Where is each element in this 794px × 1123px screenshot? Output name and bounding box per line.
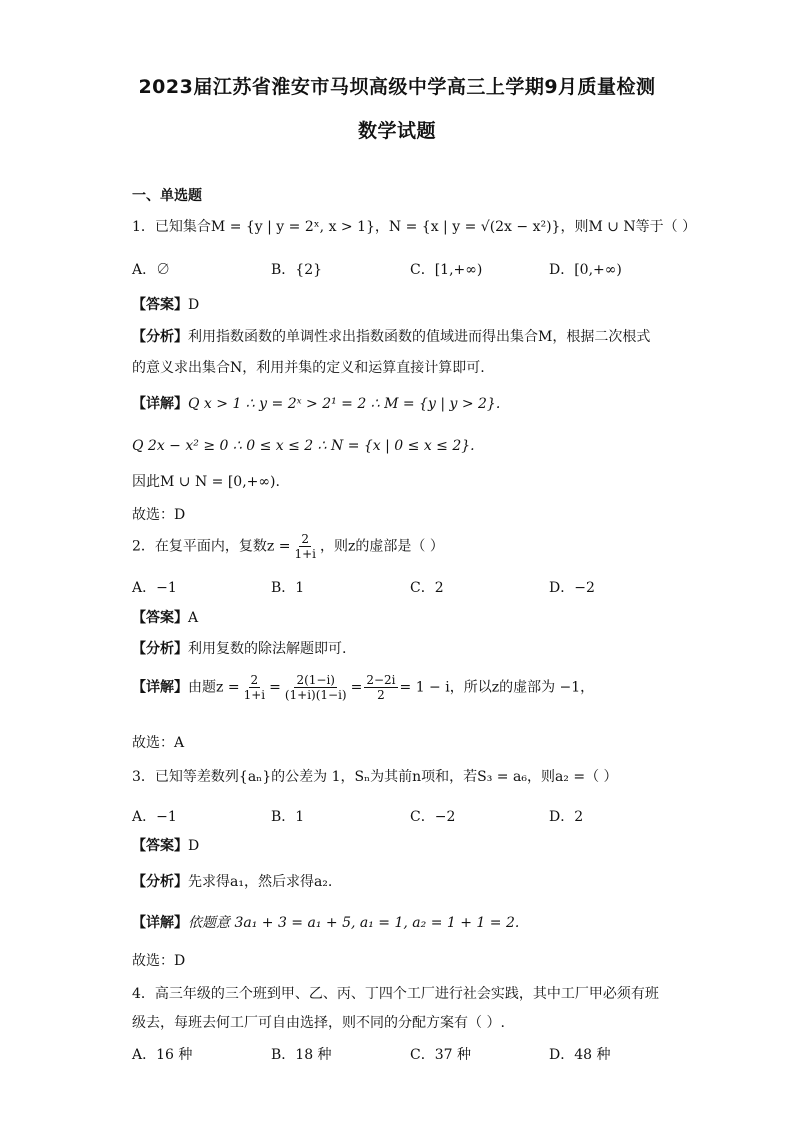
- fraction-numerator: 2−2i: [366, 673, 396, 687]
- answer-tag: 【答案】: [132, 610, 188, 626]
- detail-pre: 由题z =: [188, 679, 240, 696]
- q4-option-c: C．37 种: [410, 1047, 471, 1063]
- q3-option-c: C．−2: [410, 809, 456, 825]
- q4-option-b: B．18 种: [271, 1047, 332, 1063]
- fraction-denominator: (1+i)(1−i): [284, 688, 347, 702]
- analysis-text: 利用复数的除法解题即可.: [188, 641, 347, 657]
- q1-detail: [132, 394, 500, 414]
- q2-detail: 【详解】由题z = $\frac{2}{1+i}$ = $\frac{2(1-i)}{(1+i)(1-i)}$ = $\frac{2-2i}{2}$ = 1 − i，所以z的虚部为 −1，: [132, 673, 595, 702]
- q2-analysis: [132, 639, 346, 659]
- q1-detail-line3: 因此M ∪ N = [0,+∞).: [132, 474, 280, 490]
- document-subtitle: 数学试题: [357, 120, 436, 142]
- q3-option-d: D．2: [549, 809, 584, 825]
- q4-stem: 4．高三年级的三个班到甲、乙、丙、丁四个工厂进行社会实践，其中工厂甲必须有班: [132, 986, 659, 1002]
- detail-text: Q x > 1 ∴ y = 2ˣ > 2¹ = 2 ∴ M = {y | y > 2}.: [188, 396, 501, 412]
- answer-value: D: [188, 838, 200, 854]
- fraction-numerator: 2: [250, 673, 259, 687]
- q1-answer: [132, 295, 199, 315]
- q3-stem: 3．已知等差数列{aₙ}的公差为 1，Sₙ为其前n项和，若S₃ = a₆，则a₂ =（ ）: [132, 769, 618, 785]
- q3-option-a: A．−1: [132, 809, 177, 825]
- detail-tag: 【详解】: [132, 396, 188, 412]
- q2-stem: [132, 532, 444, 561]
- q3-answer: [132, 836, 199, 856]
- q2-option-d: D．−2: [549, 580, 595, 596]
- analysis-text: 利用指数函数的单调性求出指数函数的值域进而得出集合M，根据二次根式: [188, 329, 651, 345]
- detail-tag: 【详解】: [132, 915, 188, 931]
- q1-analysis-cont: 的意义求出集合N，利用并集的定义和运算直接计算即可.: [132, 360, 485, 376]
- detail-post: = 1 − i，所以z的虚部为 −1，: [399, 679, 595, 696]
- q2-choose: 故选：A: [132, 735, 185, 751]
- fraction-denominator: 1+i: [243, 688, 266, 702]
- q1-option-d: D．[0,+∞): [549, 262, 622, 278]
- fraction-denominator: 2: [377, 688, 385, 702]
- answer-tag: 【答案】: [132, 297, 188, 313]
- q4-option-a: A．16 种: [132, 1047, 193, 1063]
- q1-stem: 1．已知集合M = {y | y = 2ˣ, x > 1}，N = {x | y = √(2x − x²)}，则M ∪ N等于（ ）: [132, 219, 697, 235]
- q3-option-b: B．1: [271, 809, 305, 825]
- q1-choose: 故选：D: [132, 507, 186, 523]
- fraction-denominator: 1+i: [294, 547, 316, 561]
- analysis-tag: 【分析】: [132, 874, 188, 890]
- q4-stem-cont: 级去，每班去何工厂可自由选择，则不同的分配方案有（ ）.: [132, 1015, 505, 1031]
- q3-choose: 故选：D: [132, 953, 186, 969]
- q2-answer: [132, 608, 198, 628]
- section-heading: 一、单选题: [132, 188, 202, 204]
- detail-text: 依题意 3a₁ + 3 = a₁ + 5, a₁ = 1, a₂ = 1 + 1 = 2.: [188, 915, 520, 931]
- q4-option-d: D．48 种: [549, 1047, 611, 1063]
- analysis-text: 先求得a₁，然后求得a₂.: [188, 874, 333, 890]
- q3-detail: [132, 913, 519, 933]
- document-title: 2023届江苏省淮安市马坝高级中学高三上学期9月质量检测: [138, 76, 656, 98]
- q3-analysis: [132, 872, 332, 892]
- answer-value: D: [188, 297, 200, 313]
- detail-fraction-2: [283, 673, 349, 702]
- analysis-tag: 【分析】: [132, 641, 188, 657]
- q1-option-b: B．{2}: [271, 262, 323, 278]
- detail-tag: 【详解】: [132, 679, 188, 696]
- detail-fraction-1: [242, 673, 268, 702]
- analysis-tag: 【分析】: [132, 329, 188, 345]
- fraction-numerator: 2: [301, 532, 310, 546]
- answer-tag: 【答案】: [132, 838, 188, 854]
- q1-option-a: A．∅: [132, 262, 171, 278]
- q2-stem-post: ，则z的虚部是（ ）: [320, 538, 444, 555]
- q2-stem-pre: 2．在复平面内，复数z =: [132, 538, 291, 555]
- q1-detail-line2: Q 2x − x² ≥ 0 ∴ 0 ≤ x ≤ 2 ∴ N = {x | 0 ≤ x ≤ 2}.: [132, 438, 475, 454]
- fraction-numerator: 2(1−i): [296, 673, 335, 687]
- q1-option-c: C．[1,+∞): [410, 262, 483, 278]
- q2-option-a: A．−1: [132, 580, 177, 596]
- q1-analysis: [132, 327, 650, 347]
- answer-value: A: [188, 610, 199, 626]
- q2-fraction: [292, 532, 318, 561]
- detail-fraction-3: [364, 673, 397, 702]
- q2-option-b: B．1: [271, 580, 305, 596]
- q2-option-c: C．2: [410, 580, 444, 596]
